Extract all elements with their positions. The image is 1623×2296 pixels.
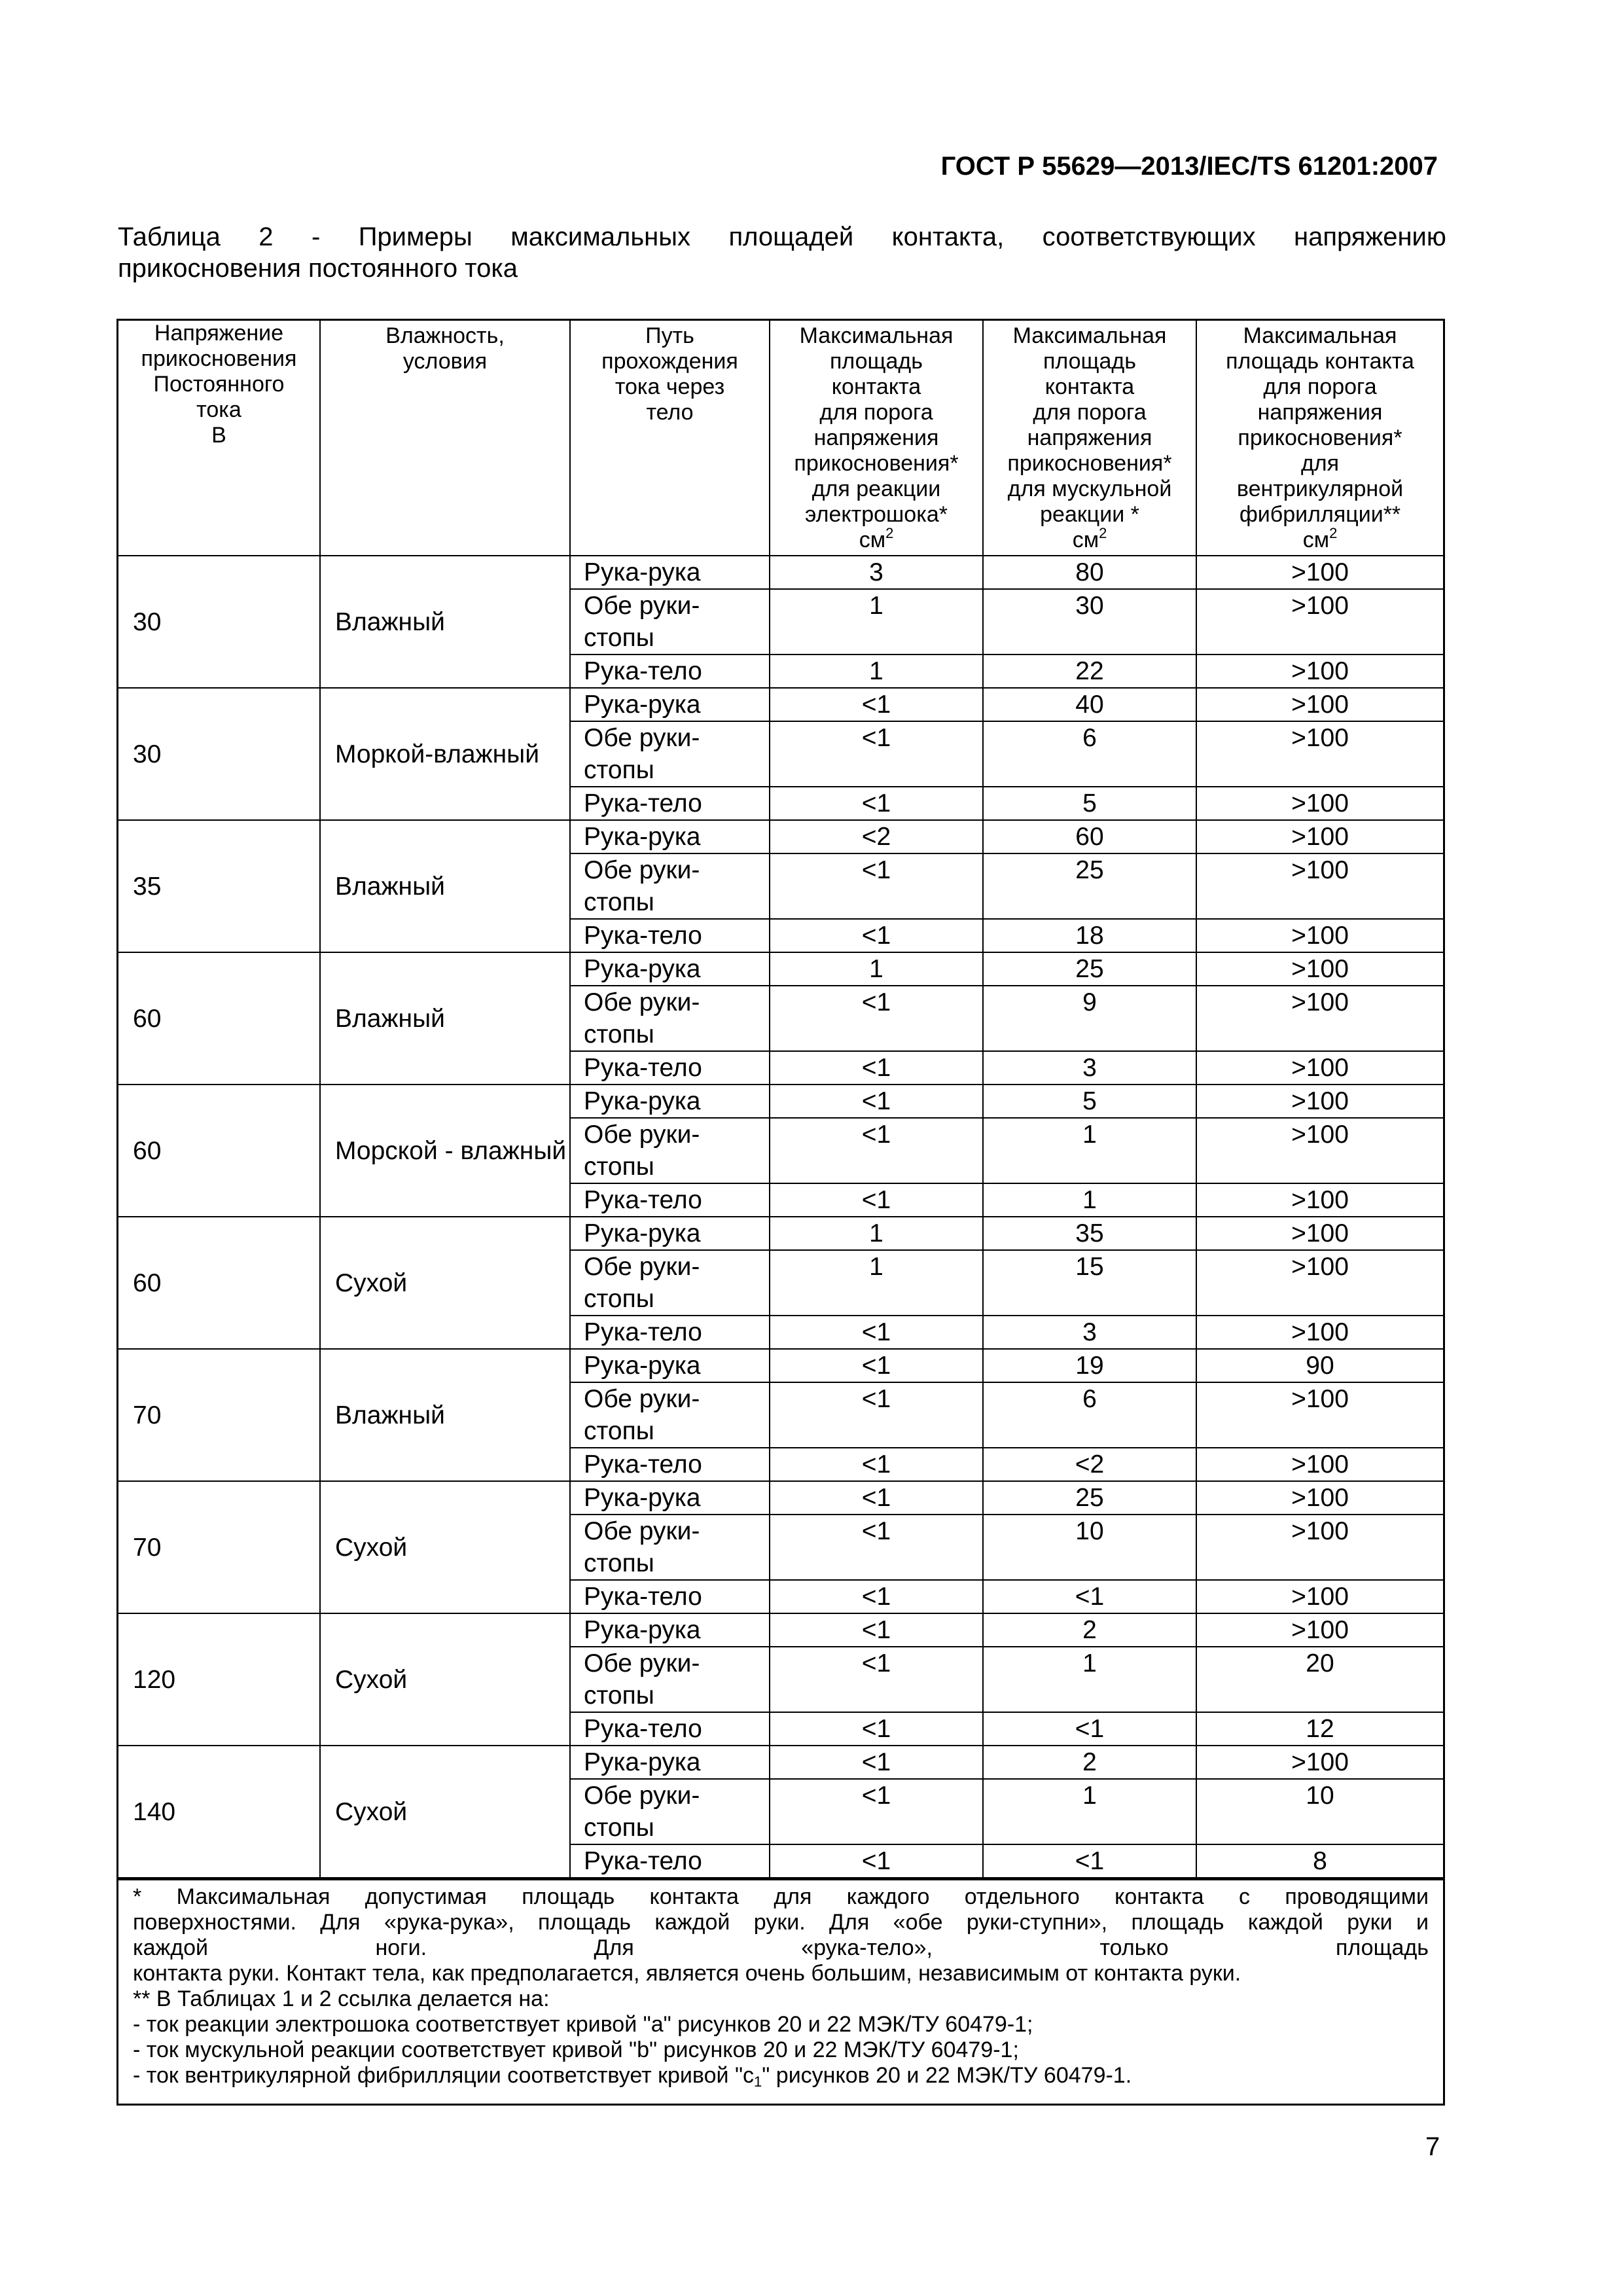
area-value-cell: 1	[770, 655, 983, 688]
humidity-cell: Влажный	[320, 820, 570, 952]
area-value-cell: >100	[1196, 1746, 1443, 1779]
voltage-cell: 140	[118, 1746, 320, 1878]
humidity-cell: Моркой-влажный	[320, 688, 570, 820]
path-cell: Обе руки-стопы	[570, 1779, 770, 1844]
header-line: реакции *	[1040, 502, 1139, 527]
header-line: электрошока*	[805, 502, 948, 527]
area-value-cell: <1	[770, 721, 983, 787]
path-cell: Рука-рука	[570, 820, 770, 853]
area-value-cell: <1	[770, 1779, 983, 1844]
header-line: прикосновения*	[1007, 451, 1172, 476]
table-header-row	[118, 321, 1443, 556]
area-value-cell: >100	[1196, 1515, 1443, 1580]
area-value-cell: 35	[983, 1217, 1196, 1250]
path-cell: Обе руки-стопы	[570, 1515, 770, 1580]
area-value-cell: <1	[770, 1382, 983, 1448]
footnote-text: - ток вентрикулярной фибрилляции соответствует кривой "c	[133, 2063, 755, 2088]
voltage-cell: 70	[118, 1349, 320, 1481]
table-row	[118, 952, 1443, 986]
voltage-cell: 120	[118, 1613, 320, 1746]
footnote-line: * Максимальная допустимая площадь контакта для каждого отдельного контакта с проводящими	[133, 1884, 1429, 1909]
area-value-cell: 9	[983, 986, 1196, 1051]
area-value-cell: >100	[1196, 721, 1443, 787]
unit-superscript: 2	[885, 525, 894, 541]
path-cell: Обе руки-стопы	[570, 1118, 770, 1183]
area-value-cell: 1	[983, 1183, 1196, 1217]
table-row	[118, 1349, 1443, 1382]
voltage-cell: 60	[118, 1217, 320, 1349]
header-line: площадь	[830, 349, 923, 374]
area-value-cell: 10	[1196, 1779, 1443, 1844]
area-value-cell: 3	[983, 1051, 1196, 1085]
area-value-cell: <1	[770, 1844, 983, 1878]
area-value-cell: 18	[983, 919, 1196, 952]
area-value-cell: <1	[770, 1613, 983, 1647]
area-value-cell: 20	[1196, 1647, 1443, 1712]
unit-cell	[984, 525, 1196, 555]
area-value-cell: 15	[983, 1250, 1196, 1316]
caption-word: -	[311, 223, 321, 251]
area-value-cell: 60	[983, 820, 1196, 853]
header-line: напряжения	[813, 425, 939, 450]
page-number: 7	[1425, 2132, 1440, 2161]
area-value-cell: 25	[983, 1481, 1196, 1515]
area-value-cell: 1	[770, 589, 983, 655]
caption-line-1	[118, 221, 1446, 253]
area-value-cell: 19	[983, 1349, 1196, 1382]
path-cell: Рука-рука	[570, 1746, 770, 1779]
path-cell: Рука-тело	[570, 1844, 770, 1878]
area-value-cell: >100	[1196, 556, 1443, 589]
header-line: прикосновения*	[794, 451, 959, 476]
footnote-subscript: 1	[754, 2073, 762, 2090]
path-cell: Рука-тело	[570, 919, 770, 952]
table-footnotes	[118, 1878, 1443, 2090]
voltage-cell: 70	[118, 1481, 320, 1613]
header-line: прикосновения	[141, 346, 297, 371]
path-cell: Обе руки-стопы	[570, 1250, 770, 1316]
header-line: площадь контакта	[1226, 349, 1414, 374]
area-value-cell: 6	[983, 1382, 1196, 1448]
humidity-cell: Сухой	[320, 1217, 570, 1349]
table-row	[118, 1613, 1443, 1647]
caption-word: Таблица	[118, 223, 221, 251]
table-row	[118, 1085, 1443, 1118]
area-value-cell: 25	[983, 952, 1196, 986]
unit-superscript: 2	[1329, 525, 1338, 541]
voltage-cell: 30	[118, 556, 320, 688]
area-value-cell: <1	[770, 853, 983, 919]
area-value-cell: 40	[983, 688, 1196, 721]
header-line: контакта	[1044, 374, 1135, 399]
footnote-line	[133, 2063, 1429, 2090]
column-header	[320, 321, 570, 556]
table-row	[118, 1217, 1443, 1250]
header-line: Максимальная	[1012, 323, 1167, 348]
area-value-cell: 2	[983, 1613, 1196, 1647]
area-value-cell: 6	[983, 721, 1196, 787]
area-value-cell: >100	[1196, 820, 1443, 853]
table-row	[118, 556, 1443, 589]
header-line: тело	[646, 400, 694, 425]
area-value-cell: >100	[1196, 1051, 1443, 1085]
footnote-line: контакта руки. Контакт тела, как предполагается, является очень большим, независимым от контакта руки.	[133, 1961, 1241, 1986]
path-cell: Рука-тело	[570, 1051, 770, 1085]
path-cell: Обе руки-стопы	[570, 1647, 770, 1712]
header-line: для	[1300, 451, 1340, 476]
path-cell: Рука-тело	[570, 1316, 770, 1349]
caption-word: соответствующих	[1042, 223, 1256, 251]
area-value-cell: <1	[770, 1647, 983, 1712]
caption-line-2: прикосновения постоянного тока	[118, 254, 518, 283]
path-cell: Рука-тело	[570, 1580, 770, 1613]
area-value-cell: 1	[770, 1217, 983, 1250]
voltage-cell: 60	[118, 952, 320, 1085]
area-value-cell: >100	[1196, 1217, 1443, 1250]
area-value-cell: <1	[770, 1515, 983, 1580]
unit-superscript: 2	[1099, 525, 1107, 541]
header-line: для мускульной	[1007, 476, 1172, 501]
area-value-cell: <1	[983, 1580, 1196, 1613]
area-value-cell: >100	[1196, 688, 1443, 721]
header-line: прохождения	[601, 349, 738, 374]
header-line: В	[211, 423, 226, 448]
path-cell: Рука-рука	[570, 1481, 770, 1515]
header-line: вентрикулярной	[1236, 476, 1404, 501]
area-value-cell: 25	[983, 853, 1196, 919]
path-cell: Рука-рука	[570, 952, 770, 986]
table-row	[118, 820, 1443, 853]
area-value-cell: 1	[770, 1250, 983, 1316]
humidity-cell: Сухой	[320, 1481, 570, 1613]
path-cell: Рука-тело	[570, 1183, 770, 1217]
area-value-cell: 5	[983, 787, 1196, 820]
area-value-cell: <2	[770, 820, 983, 853]
caption-word: контакта,	[891, 223, 1005, 251]
area-value-cell: >100	[1196, 1580, 1443, 1613]
path-cell: Обе руки-стопы	[570, 589, 770, 655]
area-value-cell: 3	[983, 1316, 1196, 1349]
column-header	[770, 321, 983, 556]
area-value-cell: >100	[1196, 919, 1443, 952]
area-value-cell: <1	[770, 1580, 983, 1613]
area-value-cell: <1	[770, 787, 983, 820]
path-cell: Рука-рука	[570, 1085, 770, 1118]
path-cell: Обе руки-стопы	[570, 1382, 770, 1448]
voltage-cell: 60	[118, 1085, 320, 1217]
area-value-cell: <1	[770, 1746, 983, 1779]
area-value-cell: <2	[983, 1448, 1196, 1481]
area-value-cell: <1	[770, 1118, 983, 1183]
header-line: для порога	[1033, 400, 1147, 425]
area-value-cell: 90	[1196, 1349, 1443, 1382]
path-cell: Рука-тело	[570, 1712, 770, 1746]
header-line: Максимальная	[1243, 323, 1397, 348]
area-value-cell: 12	[1196, 1712, 1443, 1746]
area-value-cell: >100	[1196, 1118, 1443, 1183]
area-value-cell: 1	[770, 952, 983, 986]
header-line: Напряжение	[154, 321, 284, 346]
area-value-cell: 3	[770, 556, 983, 589]
area-value-cell: 10	[983, 1515, 1196, 1580]
area-value-cell: <1	[770, 688, 983, 721]
area-value-cell: >100	[1196, 787, 1443, 820]
caption-word: напряжению	[1294, 223, 1446, 251]
path-cell: Обе руки-стопы	[570, 853, 770, 919]
unit-cell	[770, 525, 982, 555]
area-value-cell: 30	[983, 589, 1196, 655]
area-value-cell: >100	[1196, 853, 1443, 919]
header-line: контакта	[831, 374, 921, 399]
path-cell: Обе руки-стопы	[570, 721, 770, 787]
table-body	[118, 556, 1443, 1878]
header-line: Максимальная	[799, 323, 954, 348]
footnote-line: каждой ноги. Для «рука-тело», только площадь	[133, 1935, 1429, 1960]
area-value-cell: >100	[1196, 1085, 1443, 1118]
unit-label: см	[1302, 528, 1330, 552]
area-value-cell: <1	[770, 1051, 983, 1085]
humidity-cell: Влажный	[320, 952, 570, 1085]
area-value-cell: 80	[983, 556, 1196, 589]
area-value-cell: >100	[1196, 1250, 1443, 1316]
area-value-cell: 8	[1196, 1844, 1443, 1878]
area-value-cell: >100	[1196, 1316, 1443, 1349]
path-cell: Рука-рука	[570, 688, 770, 721]
voltage-cell: 35	[118, 820, 320, 952]
voltage-cell: 30	[118, 688, 320, 820]
caption-word: Примеры	[358, 223, 473, 251]
path-cell: Рука-рука	[570, 1349, 770, 1382]
table-row	[118, 1746, 1443, 1779]
header-line: напряжения	[1027, 425, 1152, 450]
unit-cell	[1197, 525, 1443, 555]
header-line: для реакции	[812, 476, 941, 501]
footnote-line: ** В Таблицах 1 и 2 ссылка делается на:	[133, 1986, 550, 2011]
area-value-cell: >100	[1196, 1183, 1443, 1217]
header-line: площадь	[1043, 349, 1136, 374]
area-value-cell: >100	[1196, 1481, 1443, 1515]
humidity-cell: Сухой	[320, 1613, 570, 1746]
footnote-line: поверхностями. Для «рука-рука», площадь каждой руки. Для «обе руки-ступни», площадь каждой руки и	[133, 1910, 1429, 1935]
humidity-cell: Влажный	[320, 1349, 570, 1481]
column-header	[118, 321, 320, 556]
area-value-cell: 1	[983, 1779, 1196, 1844]
contact-area-table	[118, 321, 1443, 1878]
data-table-frame	[116, 319, 1445, 2106]
area-value-cell: 2	[983, 1746, 1196, 1779]
area-value-cell: >100	[1196, 1613, 1443, 1647]
table-row	[118, 1481, 1443, 1515]
area-value-cell: >100	[1196, 589, 1443, 655]
footnote-line: - ток мускульной реакции соответствует кривой "b" рисунков 20 и 22 МЭК/ТУ 60479-1;	[133, 2037, 1019, 2062]
column-header	[983, 321, 1196, 556]
path-cell: Рука-рука	[570, 1217, 770, 1250]
caption-word: площадей	[728, 223, 854, 251]
column-header	[570, 321, 770, 556]
column-header	[1196, 321, 1443, 556]
area-value-cell: <1	[770, 986, 983, 1051]
area-value-cell: >100	[1196, 986, 1443, 1051]
area-value-cell: <1	[983, 1844, 1196, 1878]
table-caption	[118, 221, 1446, 284]
header-line: напряжения	[1257, 400, 1383, 425]
area-value-cell: <1	[770, 1448, 983, 1481]
path-cell: Рука-тело	[570, 787, 770, 820]
area-value-cell: 1	[983, 1118, 1196, 1183]
area-value-cell: <1	[770, 1085, 983, 1118]
area-value-cell: <1	[983, 1712, 1196, 1746]
header-line: Путь	[645, 323, 694, 348]
header-line: фибрилляции**	[1239, 502, 1401, 527]
area-value-cell: >100	[1196, 952, 1443, 986]
area-value-cell: 5	[983, 1085, 1196, 1118]
path-cell: Рука-рука	[570, 556, 770, 589]
area-value-cell: 22	[983, 655, 1196, 688]
table-row	[118, 688, 1443, 721]
area-value-cell: >100	[1196, 1382, 1443, 1448]
unit-label: см	[859, 528, 886, 552]
humidity-cell: Сухой	[320, 1746, 570, 1878]
area-value-cell: >100	[1196, 655, 1443, 688]
area-value-cell: <1	[770, 1183, 983, 1217]
header-line: тока через	[615, 374, 725, 399]
area-value-cell: <1	[770, 1349, 983, 1382]
humidity-cell: Влажный	[320, 556, 570, 688]
unit-label: см	[1072, 528, 1099, 552]
path-cell: Рука-тело	[570, 1448, 770, 1481]
document-header: ГОСТ Р 55629—2013/IEC/TS 61201:2007	[940, 152, 1438, 181]
footnote-text: " рисунков 20 и 22 МЭК/ТУ 60479-1.	[762, 2063, 1132, 2088]
header-line: условия	[402, 349, 488, 374]
area-value-cell: >100	[1196, 1448, 1443, 1481]
header-line: Постоянного	[153, 372, 285, 397]
area-value-cell: <1	[770, 1712, 983, 1746]
header-line: для порога	[819, 400, 933, 425]
header-line: для порога	[1263, 374, 1377, 399]
caption-word: максимальных	[510, 223, 691, 251]
header-line: прикосновения*	[1238, 425, 1402, 450]
header-line: тока	[196, 397, 241, 422]
caption-word: 2	[259, 223, 274, 251]
humidity-cell: Морской - влажный	[320, 1085, 570, 1217]
area-value-cell: <1	[770, 1481, 983, 1515]
path-cell: Рука-рука	[570, 1613, 770, 1647]
area-value-cell: 1	[983, 1647, 1196, 1712]
area-value-cell: <1	[770, 1316, 983, 1349]
path-cell: Рука-тело	[570, 655, 770, 688]
header-line: Влажность,	[385, 323, 505, 348]
footnote-line: - ток реакции электрошока соответствует кривой "a" рисунков 20 и 22 МЭК/ТУ 60479-1;	[133, 2012, 1033, 2037]
path-cell: Обе руки-стопы	[570, 986, 770, 1051]
area-value-cell: <1	[770, 919, 983, 952]
